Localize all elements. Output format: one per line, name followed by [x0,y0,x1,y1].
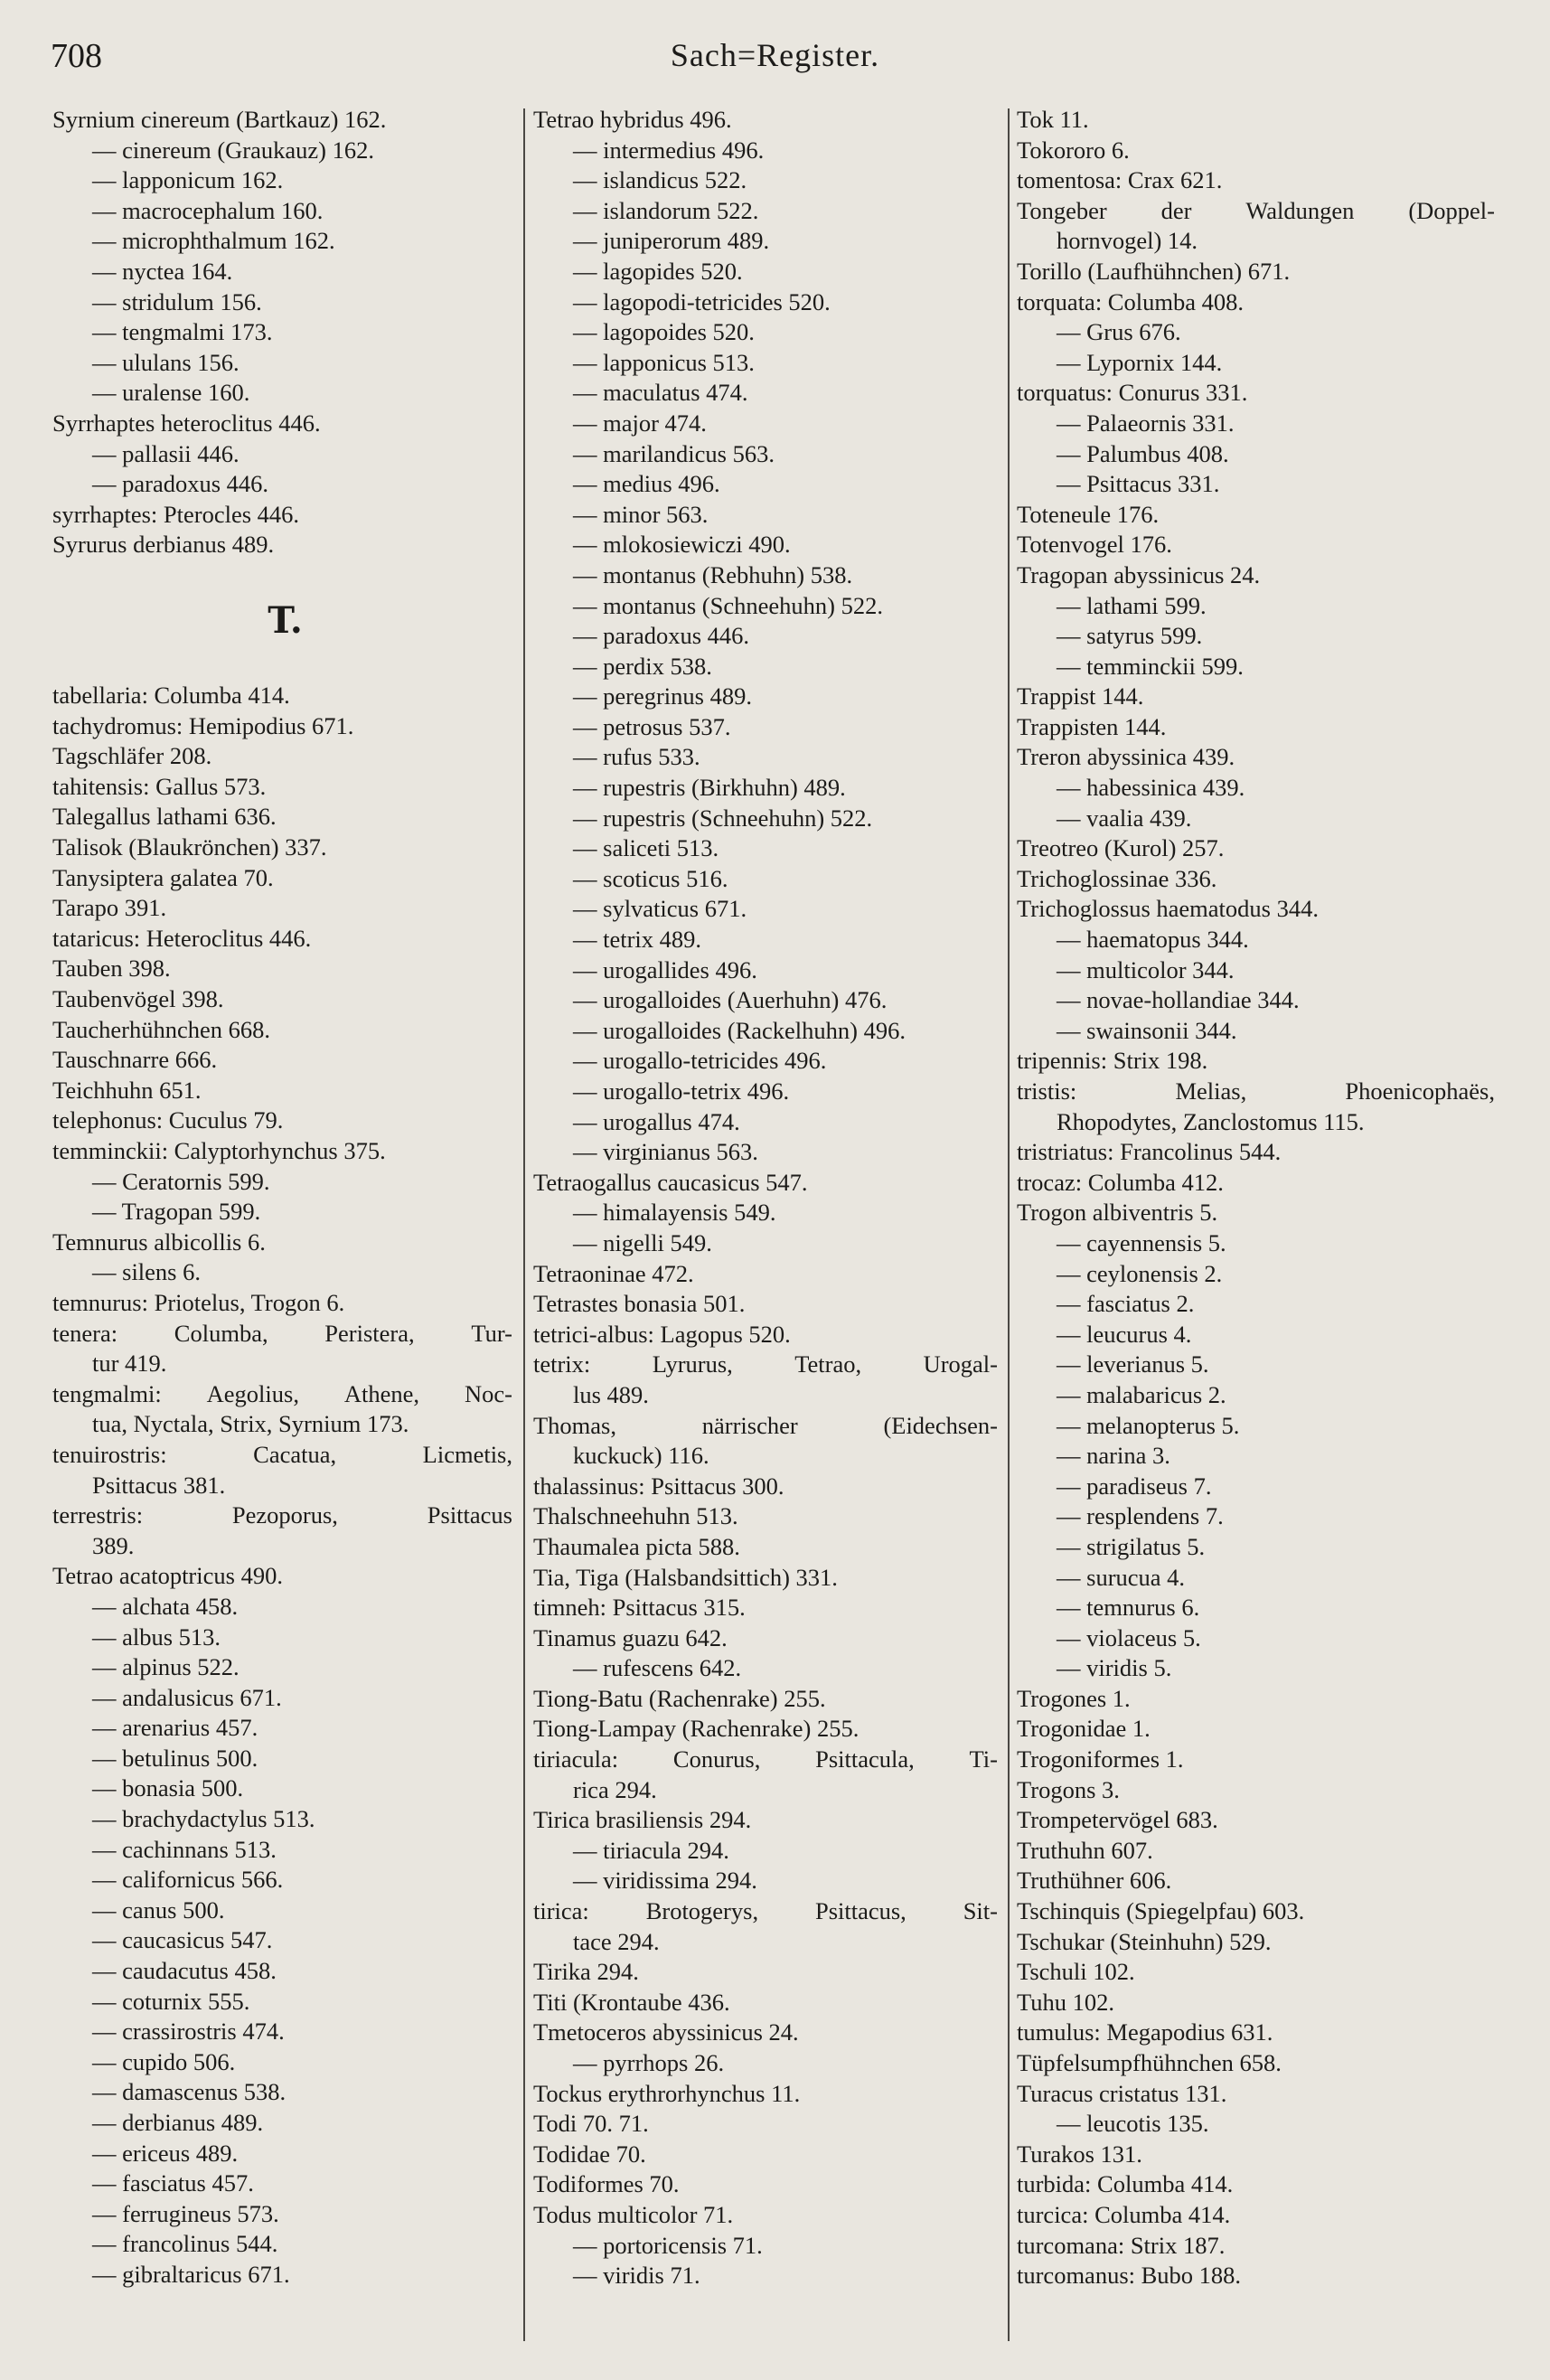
index-entry: Tok 11. [1017,106,1089,133]
index-entry [52,1440,518,1471]
index-subentry: — lagopodi-tetricides 520. [573,287,831,315]
index-subentry: — ululans 156. [92,348,240,376]
index-entry: timneh: Psittacus 315. [533,1594,746,1622]
index-subentry: — macrocephalum 160. [92,196,324,224]
index-subentry: — strigilatus 5. [1057,1532,1206,1560]
index-entry: Trogon albiventris 5. [1017,1199,1218,1227]
index-subentry: — caudacutus 458. [92,1957,277,1985]
word: tirica: [533,1897,589,1925]
word: (Doppel- [1408,196,1495,224]
index-entry: Treron abyssinica 439. [1017,743,1235,771]
index-entry: Tschuli 102. [1017,1958,1135,1986]
index-entry-continuation: 389. [92,1531,135,1559]
index-entry: tripennis: Strix 198. [1017,1047,1208,1075]
index-entry: Toteneule 176. [1017,500,1160,528]
index-subentry: — multicolor 344. [1057,955,1235,983]
index-entry: torquata: Columba 408. [1017,287,1244,315]
index-entry: Tinamus guazu 642. [533,1623,728,1651]
index-entry: Trogons 3. [1017,1775,1120,1803]
word: Waldungen [1245,196,1355,224]
index-subentry: — fasciatus 2. [1057,1290,1195,1318]
index-entry: Taucherhühnchen 668. [52,1015,270,1043]
index-entry: temnurus: Priotelus, Trogon 6. [52,1288,345,1316]
index-subentry: — melanopterus 5. [1057,1411,1240,1439]
index-subentry: — francolinus 544. [92,2230,278,2258]
index-entry: Titi (Krontaube 436. [533,1988,730,2016]
index-entry: thalassinus: Psittacus 300. [533,1472,784,1500]
index-subentry: — paradoxus 446. [573,622,750,650]
index-subentry: — lapponicum 162. [92,166,284,194]
index-subentry: — minor 563. [573,500,709,528]
index-entry: temminckii: Calyptorhynchus 375. [52,1137,386,1164]
word: Psittacus [427,1501,512,1529]
index-subentry: — stridulum 156. [92,287,262,315]
index-entry: Tirica brasiliensis 294. [533,1806,752,1834]
index-entry: Teichhuhn 651. [52,1076,202,1104]
index-entry: turcica: Columba 414. [1017,2200,1231,2228]
index-subentry: — temminckii 599. [1057,652,1244,680]
index-entry-continuation: Psittacus 381. [92,1471,226,1499]
index-subentry: — urogalloides (Rackelhuhn) 496. [573,1016,906,1044]
index-subentry: — ferrugineus 573. [92,2199,279,2227]
word: der [1160,196,1192,224]
index-subentry: — Palaeornis 331. [1057,409,1235,437]
index-entry: Torillo (Laufhühnchen) 671. [1017,257,1291,285]
index-subentry: — tiriacula 294. [573,1836,729,1864]
letter-heading: T. [268,598,303,642]
index-subentry: — viridissima 294. [573,1867,757,1895]
index-subentry: — Ceratornis 599. [92,1167,270,1195]
index-subentry: — silens 6. [92,1258,201,1286]
index-entry: Turacus cristatus 131. [1017,2079,1227,2107]
index-column-3 [1017,105,1500,2291]
index-subentry: — urogallo-tetricides 496. [573,1047,827,1075]
word: Phoenicophaës, [1345,1077,1495,1105]
index-subentry: — paradiseus 7. [1057,1472,1212,1500]
index-subentry: — canus 500. [92,1896,225,1924]
index-subentry: — paradoxus 446. [92,470,269,498]
index-entry-continuation: kuckuck) 116. [573,1442,709,1470]
index-entry [52,1500,518,1531]
index-entry: Todi 70. 71. [533,2110,649,2138]
index-subentry: — haematopus 344. [1057,926,1249,954]
index-entry: Treotreo (Kurol) 257. [1017,834,1225,862]
index-subentry: — major 474. [573,409,707,437]
index-entry: trocaz: Columba 412. [1017,1168,1224,1196]
index-subentry: — satyrus 599. [1057,622,1203,650]
word: Peristera, [324,1319,415,1347]
blank-line [52,560,518,591]
index-subentry: — intermedius 496. [573,136,765,164]
index-entry: Trappist 144. [1017,682,1144,710]
index-subentry: — lagopoides 520. [573,318,755,346]
index-subentry: — himalayensis 549. [573,1199,776,1227]
index-entry: Tauschnarre 666. [52,1046,218,1074]
index-entry: Tetrao acatoptricus 490. [52,1562,283,1590]
index-subentry: — albus 513. [92,1623,221,1651]
index-subentry: — virginianus 563. [573,1138,758,1166]
index-subentry: — juniperorum 489. [573,227,770,255]
index-subentry: — temnurus 6. [1057,1594,1200,1622]
index-subentry: — alchata 458. [92,1592,239,1620]
index-entry: tristriatus: Francolinus 544. [1017,1138,1282,1166]
index-entry [1017,1077,1500,1107]
index-subentry: — alpinus 522. [92,1653,240,1681]
index-subentry: — Grus 676. [1057,318,1181,346]
index-subentry: — peregrinus 489. [573,682,752,710]
index-subentry: — islandicus 522. [573,166,747,194]
index-entry: Tetraoninae 472. [533,1259,694,1287]
index-subentry: — cachinnans 513. [92,1835,277,1863]
word: tristis: [1017,1077,1077,1105]
word: tiriacula: [533,1745,619,1773]
index-entry: Trogoniformes 1. [1017,1745,1184,1773]
index-entry [533,1896,1003,1927]
index-entry: Tuhu 102. [1017,1988,1115,2016]
index-entry: Totenvogel 176. [1017,531,1172,559]
index-entry: tataricus: Heteroclitus 446. [52,924,312,952]
word: Licmetis, [422,1440,512,1468]
index-entry: telephonus: Cuculus 79. [52,1106,284,1134]
word: tetrix: [533,1350,591,1378]
index-entry: tachydromus: Hemipodius 671. [52,711,354,739]
index-subentry: — perdix 538. [573,652,712,680]
index-entry-continuation: tua, Nyctala, Strix, Syrnium 173. [92,1410,409,1438]
word: Aegolius, [206,1379,299,1407]
index-subentry: — portoricensis 71. [573,2231,763,2259]
index-entry: Todidae 70. [533,2140,646,2168]
index-subentry: — cupido 506. [92,2047,236,2075]
index-subentry: — cinereum (Graukauz) 162. [92,136,374,164]
index-entry: Tetrastes bonasia 501. [533,1290,746,1318]
word: Sit- [963,1897,998,1925]
index-subentry: — ceylonensis 2. [1057,1259,1223,1287]
index-entry: Tüpfelsumpfhühnchen 658. [1017,2049,1282,2076]
index-subentry: — medius 496. [573,470,720,498]
index-entry-continuation: tur 419. [92,1350,167,1378]
word: (Eidechsen- [883,1411,998,1439]
index-entry: Trappisten 144. [1017,712,1167,740]
index-entry-continuation: hornvogel) 14. [1057,227,1198,255]
word: Conurus, [672,1745,761,1773]
index-subentry: — Palumbus 408. [1057,439,1229,467]
word: Ti- [969,1745,998,1773]
index-entry: Tetraogallus caucasicus 547. [533,1168,808,1196]
index-entry: tahitensis: Gallus 573. [52,772,267,800]
index-subentry: — betulinus 500. [92,1744,258,1772]
index-entry: turcomana: Strix 187. [1017,2231,1226,2259]
word: Psittacus, [814,1897,907,1925]
index-subentry: — leverianus 5. [1057,1350,1209,1378]
index-subentry: — montanus (Rebhuhn) 538. [573,560,853,588]
index-entry: Trompetervögel 683. [1017,1806,1218,1834]
word: Lyrurus, [652,1350,733,1378]
index-subentry: — montanus (Schneehuhn) 522. [573,591,883,619]
index-entry: Tarapo 391. [52,894,167,922]
index-subentry: — uralense 160. [92,379,250,407]
word: tenera: [52,1319,118,1347]
index-subentry: — sylvaticus 671. [573,895,747,923]
word: Tetrao, [794,1350,862,1378]
index-entry: Talisok (Blaukrönchen) 337. [52,833,327,861]
index-entry: Tschukar (Steinhuhn) 529. [1017,1927,1272,1955]
index-subentry: — surucua 4. [1057,1563,1186,1591]
index-entry-continuation: tace 294. [573,1927,660,1955]
index-subentry: — pyrrhops 26. [573,2049,725,2076]
index-entry: Tokororo 6. [1017,136,1130,164]
index-subentry: — derbianus 489. [92,2109,264,2136]
index-entry [52,1319,518,1350]
index-subentry: — viridis 71. [573,2262,700,2290]
index-subentry: — coturnix 555. [92,1987,250,2015]
word: Tur- [471,1319,512,1347]
index-subentry: — urogallides 496. [573,955,757,983]
word: terrestris: [52,1501,144,1529]
word: Thomas, [533,1411,616,1439]
index-subentry: — gibraltaricus 671. [92,2260,290,2288]
index-entry: Syrnium cinereum (Bartkauz) 162. [52,106,387,133]
word: tenuirostris: [52,1440,167,1468]
index-subentry: — Lypornix 144. [1057,348,1223,376]
word: Noc- [464,1379,512,1407]
index-entry: Tmetoceros abyssinicus 24. [533,2018,799,2046]
index-column-2 [533,105,1003,2291]
blank-line [52,651,518,682]
index-entry: Taubenvögel 398. [52,985,224,1013]
index-entry: Tanysiptera galatea 70. [52,863,274,891]
index-entry: Todiformes 70. [533,2170,680,2198]
index-entry: Trichoglossinae 336. [1017,864,1217,892]
index-subentry: — vaalia 439. [1057,804,1192,832]
index-subentry: — bonasia 500. [92,1774,244,1802]
index-entry: Syrurus derbianus 489. [52,531,275,559]
index-entry: tetrici-albus: Lagopus 520. [533,1320,791,1348]
index-subentry: — crassirostris 474. [92,2018,285,2046]
index-entry: Tagschläfer 208. [52,742,212,770]
index-subentry: — resplendens 7. [1057,1502,1224,1530]
index-subentry: — Psittacus 331. [1057,470,1220,498]
column-divider [1008,108,1010,2341]
index-subentry: — malabaricus 2. [1057,1380,1226,1408]
index-entry: Syrrhaptes heteroclitus 446. [52,409,321,437]
index-entry: Tschinquis (Spiegelpfau) 603. [1017,1897,1305,1925]
index-entry: Tockus erythrorhynchus 11. [533,2079,801,2107]
index-entry [533,1411,1003,1442]
index-entry: turcomanus: Bubo 188. [1017,2262,1242,2290]
index-entry: Tia, Tiga (Halsbandsittich) 331. [533,1563,838,1591]
index-entry [533,1350,1003,1380]
column-divider [523,108,525,2341]
index-subentry: — cayennensis 5. [1057,1228,1226,1256]
index-subentry: — brachydactylus 513. [92,1805,315,1833]
index-subentry: — ericeus 489. [92,2139,239,2167]
index-subentry: — tengmalmi 173. [92,318,273,346]
index-entry-continuation: Rhopodytes, Zanclostomus 115. [1057,1107,1365,1135]
index-subentry: — rupestris (Birkhuhn) 489. [573,774,846,802]
index-subentry: — urogallo-tetrix 496. [573,1077,790,1105]
index-subentry: — narina 3. [1057,1442,1170,1470]
index-subentry: — lathami 599. [1057,591,1207,619]
index-entry: Thaumalea picta 588. [533,1532,740,1560]
index-subentry: — urogallus 474. [573,1107,740,1135]
index-subentry: — arenarius 457. [92,1714,258,1742]
word: Melias, [1175,1077,1247,1105]
index-entry: Thalschneehuhn 513. [533,1502,738,1530]
index-subentry: — microphthalmum 162. [92,227,335,255]
index-subentry: — caucasicus 547. [92,1926,273,1954]
index-subentry: — scoticus 516. [573,864,728,892]
index-entry: Tiong-Batu (Rachenrake) 255. [533,1684,826,1712]
index-entry: Tauben 398. [52,955,171,983]
index-subentry: — viridis 5. [1057,1654,1172,1682]
word: Columba, [174,1319,268,1347]
index-entry: torquatus: Conurus 331. [1017,379,1248,407]
index-entry: Todus multicolor 71. [533,2200,734,2228]
index-entry [52,1379,518,1410]
index-subentry: — marilandicus 563. [573,439,775,467]
index-subentry: — leucotis 135. [1057,2110,1209,2138]
index-subentry: — novae-hollandiae 344. [1057,986,1300,1014]
index-entry: Temnurus albicollis 6. [52,1228,266,1256]
index-entry: Tetrao hybridus 496. [533,106,732,133]
index-entry [533,1745,1003,1775]
index-entry [1017,196,1500,227]
index-entry: Tiong-Lampay (Rachenrake) 255. [533,1715,860,1743]
index-subentry: — leucurus 4. [1057,1320,1192,1348]
word: Athene, [343,1379,420,1407]
page-number: 708 [51,37,102,75]
index-entry: Trogones 1. [1017,1684,1131,1712]
index-subentry: — mlokosiewiczi 490. [573,531,791,559]
word: Tongeber [1017,196,1107,224]
index-subentry: — lagopides 520. [573,257,743,285]
index-subentry: — urogalloides (Auerhuhn) 476. [573,986,888,1014]
index-subentry: — nyctea 164. [92,257,233,285]
index-entry-continuation: rica 294. [573,1775,657,1803]
index-subentry: — islandorum 522. [573,196,759,224]
index-subentry: — lapponicus 513. [573,348,755,376]
word: Brotogerys, [645,1897,759,1925]
index-subentry: — violaceus 5. [1057,1623,1201,1651]
index-entry-continuation: lus 489. [573,1380,649,1408]
index-entry: Tirika 294. [533,1958,639,1986]
index-subentry: — andalusicus 671. [92,1683,282,1711]
index-entry: tomentosa: Crax 621. [1017,166,1223,194]
index-entry: Trichoglossus haematodus 344. [1017,895,1319,923]
index-subentry: — rufus 533. [573,743,700,771]
index-subentry: — habessinica 439. [1057,774,1245,802]
word: Pezoporus, [231,1501,338,1529]
index-subentry: — rufescens 642. [573,1654,742,1682]
word: tengmalmi: [52,1379,162,1407]
index-entry: Truthuhn 607. [1017,1836,1153,1864]
index-entry: Tragopan abyssinicus 24. [1017,560,1261,588]
index-subentry: — Tragopan 599. [92,1198,261,1226]
word: närrischer [701,1411,798,1439]
index-entry: Turakos 131. [1017,2140,1142,2168]
word: Cacatua, [253,1440,337,1468]
index-subentry: — saliceti 513. [573,834,719,862]
index-subentry: — damascenus 538. [92,2078,287,2106]
index-entry: Trogonidae 1. [1017,1715,1151,1743]
index-subentry: — maculatus 474. [573,379,748,407]
index-entry: syrrhaptes: Pterocles 446. [52,500,300,528]
index-column-1 [52,105,518,2291]
index-entry: Truthühner 606. [1017,1867,1172,1895]
index-entry: Talegallus lathami 636. [52,803,277,831]
index-subentry: — petrosus 537. [573,712,731,740]
index-entry: turbida: Columba 414. [1017,2170,1234,2198]
index-subentry: — californicus 566. [92,1866,284,1894]
word: Urogal- [923,1350,998,1378]
index-subentry: — tetrix 489. [573,926,702,954]
index-subentry: — nigelli 549. [573,1228,712,1256]
index-subentry: — fasciatus 457. [92,2169,254,2197]
word: Psittacula, [815,1745,915,1773]
index-subentry: — swainsonii 344. [1057,1016,1237,1044]
index-subentry: — rupestris (Schneehuhn) 522. [573,804,873,832]
running-title: Sach=Register. [670,37,880,73]
index-entry: tabellaria: Columba 414. [52,682,290,710]
page-header [51,27,1499,81]
index-entry: tumulus: Megapodius 631. [1017,2018,1273,2046]
index-subentry: — pallasii 446. [92,439,240,467]
